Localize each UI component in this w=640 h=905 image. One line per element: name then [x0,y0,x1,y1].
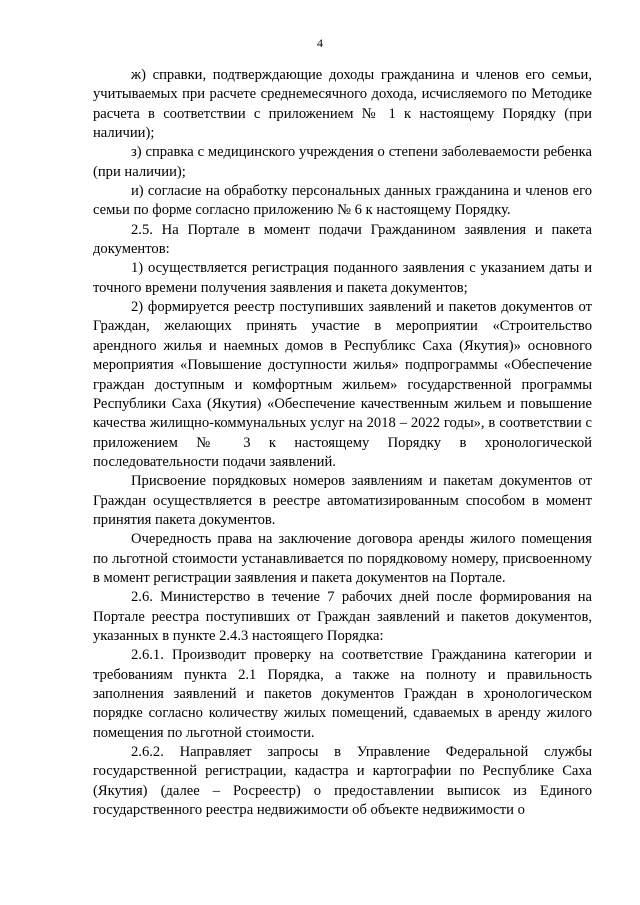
document-body [93,66,592,820]
paragraph-2-6-ministry: 2.6. Министерство в течение 7 рабочих дней после формирования на Портале реестра поступивших от Граждан заявлений и пакетов документов, указанных в пункте 2.4.3 настоящего Порядка: [93,589,592,644]
paragraph-zh-income-certificates: ж) справки, подтверждающие доходы гражданина и членов его семьи, учитываемых при расчете среднемесячного дохода, исчисляемого по Методике расчета в соответствии с приложением № 1 к настоящему Порядку (при наличии); [93,67,592,142]
paragraph-2-6-2-requests: 2.6.2. Направляет запросы в Управление Федеральной службы государственной регистрации, кадастра и картографии по Республике Саха (Якутия) (далее – Росреестр) о предоставлении выписок из Единого государственного реестра недвижимости об объекте недвижимости о [93,744,592,819]
paragraph-i-data-consent: и) согласие на обработку персональных данных гражданина и членов его семьи по форме согласно приложению № 6 к настоящему Порядку. [93,183,592,219]
page-number: 4 [317,36,323,50]
paragraph-2-5-1-registration: 1) осуществляется регистрация поданного заявления с указанием даты и точного времени получения заявления и пакета документов; [93,260,592,296]
paragraph-2-5-portal-submission: 2.5. На Портале в момент подачи Гражданином заявления и пакета документов: [93,221,592,258]
paragraph-2-5-2-registry: 2) формируется реестр поступивших заявлений и пакетов документов от Граждан, желающих принять участие в мероприятии «Строительство арендного жилья и наемных домов в Республикс Саха (Якутия)» основного мероприятия «Повышение доступности жилья» подпрограммы «Обеспечение граждан доступным и комфортным жильем» государственной программы Республики Саха (Якутия) «Обеспечение качественным жильем и повышение качества жилищно-коммунальных услуг на 2018 – 2022 годы», в соответствии с приложением № 3 к настоящему Порядку в хронологической последовательности подачи заявлений. [93,299,592,470]
paragraph-2-6-1-verification: 2.6.1. Производит проверку на соответствие Гражданина категории и требованиям пункта 2.1 Порядка, а также на полноту и правильность заполнения заявлений и пакетов документов Граждан в хронологическом порядке согласно количеству жилых помещений, сдаваемых в аренду жилого помещения по льготной стоимости. [93,647,592,741]
paragraph-sequence-numbers: Присвоение порядковых номеров заявлениям и пакетам документов от Граждан осуществляется в реестре автоматизированным способом в момент принятия пакета документов. [93,473,592,528]
paragraph-z-medical-certificate: з) справка с медицинского учреждения о степени заболеваемости ребенка (при наличии); [93,144,592,180]
paragraph-lease-priority: Очередность права на заключение договора аренды жилого помещения по льготной стоимости устанавливается по порядковому номеру, присвоенному в момент регистрации заявления и пакета документов на Портале. [93,531,592,586]
